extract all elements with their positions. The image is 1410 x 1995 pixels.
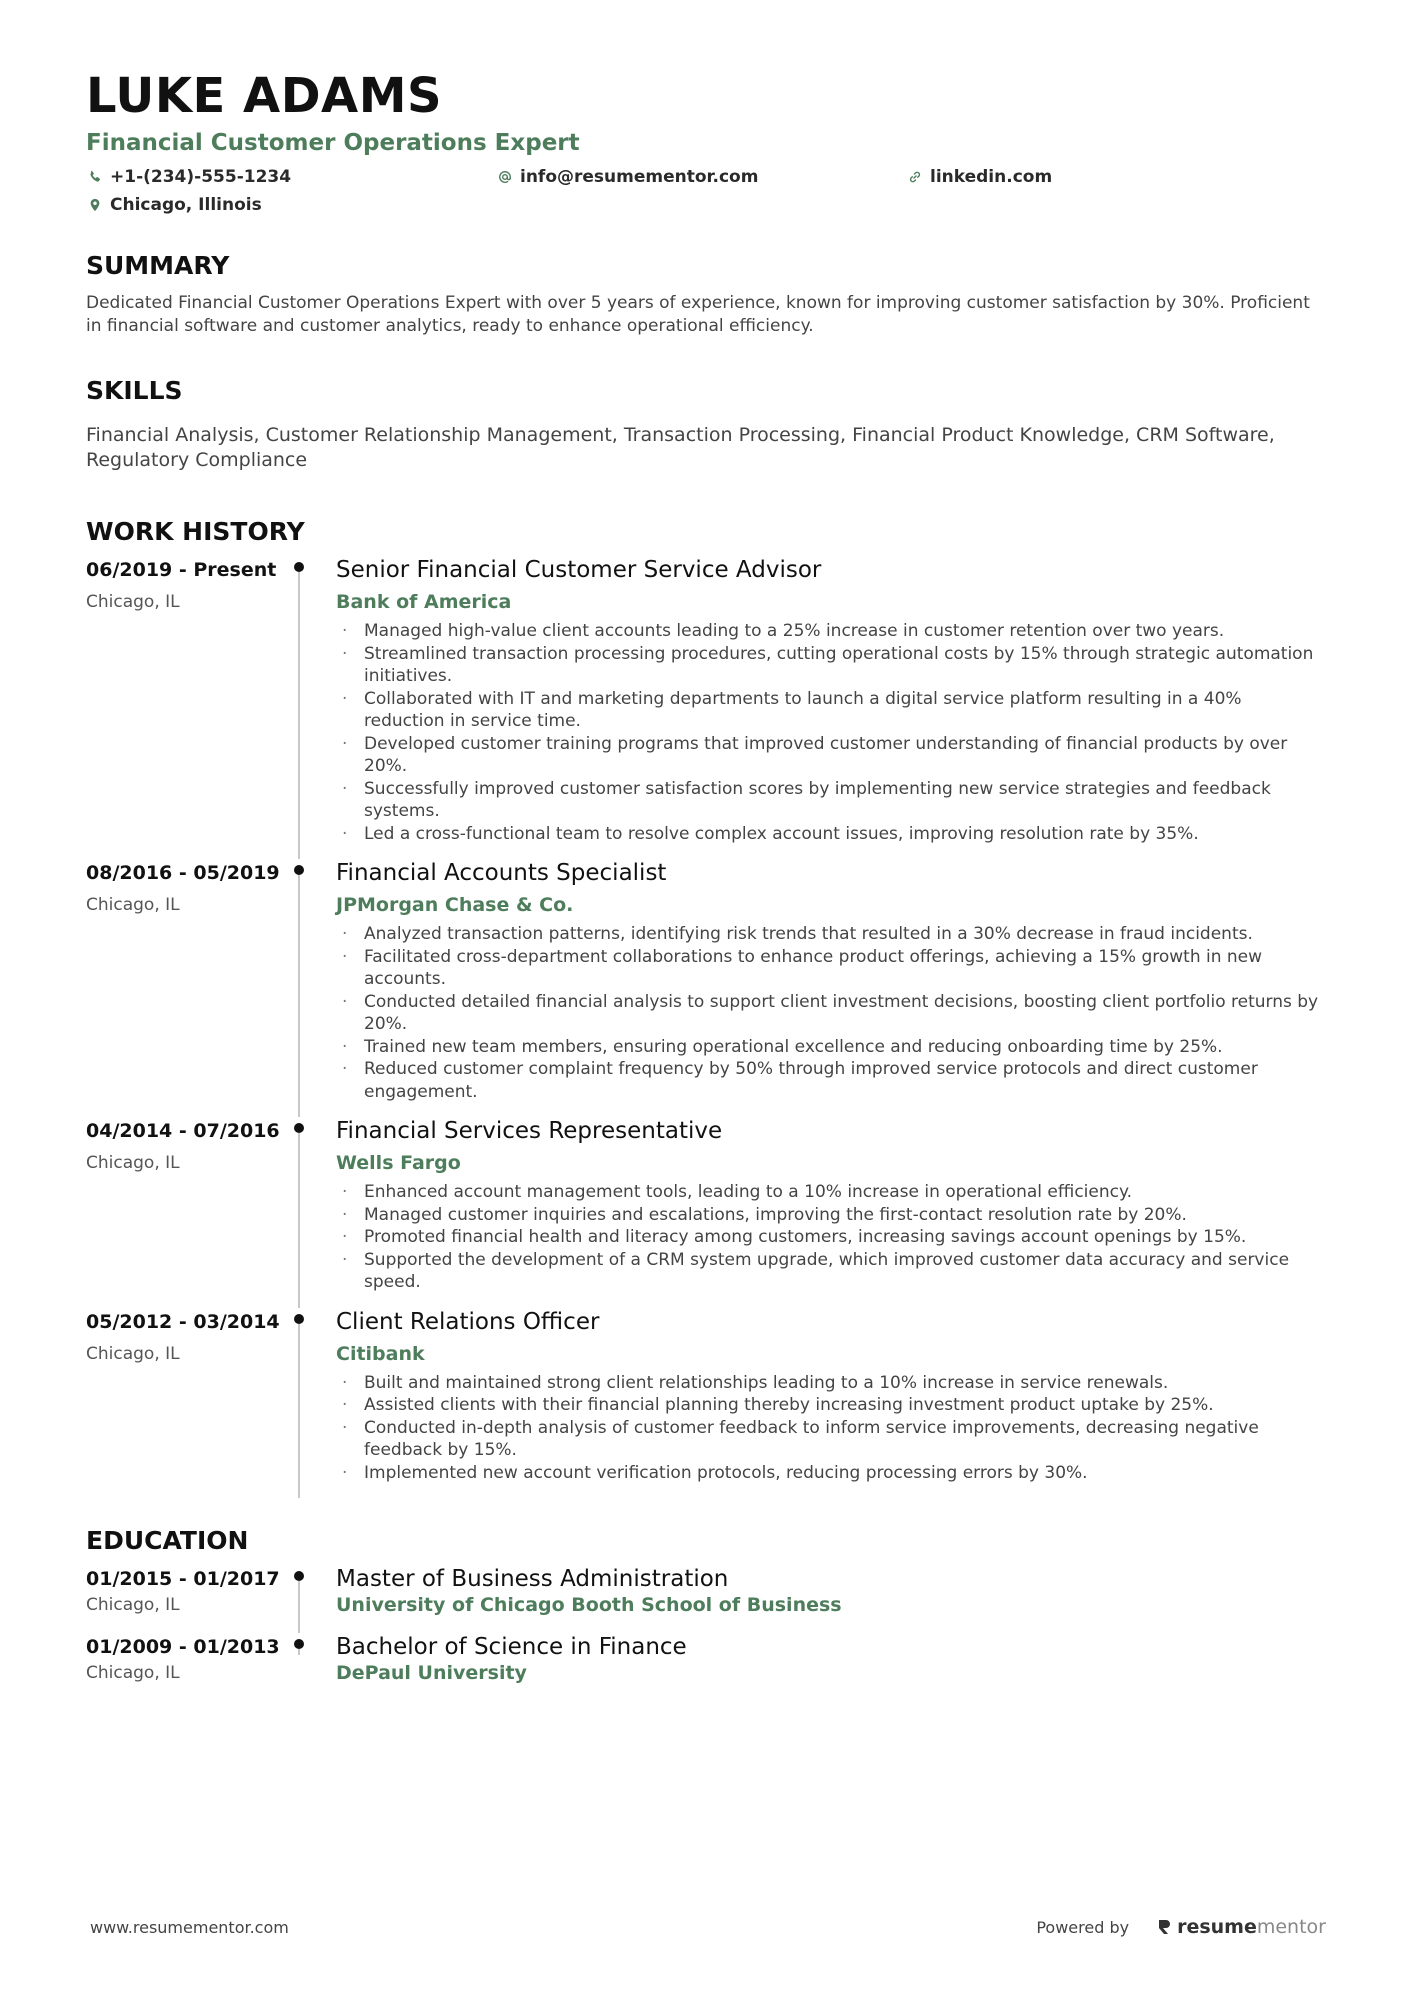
- education-section: [86, 1528, 1326, 1701]
- bullet-item: · Trained new team members, ensuring operational excellence and reducing onboarding time by 25%.: [336, 1036, 1326, 1059]
- candidate-name: LUKE ADAMS: [86, 68, 443, 124]
- job-company: Citibank: [336, 1342, 425, 1365]
- job-dates: 04/2014 - 07/2016: [86, 1120, 280, 1142]
- bullet-item: · Streamlined transaction processing procedures, cutting operational costs by 15% through strategic automation initiatives.: [336, 643, 1326, 688]
- powered-by-label: Powered by: [1036, 1917, 1130, 1937]
- job-role: Financial Accounts Specialist: [336, 860, 667, 886]
- work-history-heading: WORK HISTORY: [86, 517, 305, 546]
- bullet-item: · Facilitated cross-department collaborations to enhance product offerings, achieving a 15% growth in new accounts.: [336, 946, 1326, 991]
- at-sign-icon: [496, 168, 514, 186]
- page-footer: [90, 1916, 1326, 1938]
- job-meta: [86, 1117, 292, 1308]
- bullet-item: · Analyzed transaction patterns, identifying risk trends that resulted in a 30% decrease in fraud incidents.: [336, 923, 1326, 946]
- timeline-dot: [294, 865, 304, 875]
- phone-text: +1-(234)-555-1234: [110, 167, 292, 187]
- job-location: Chicago, IL: [86, 1343, 180, 1364]
- job-meta: [86, 1308, 292, 1499]
- job-location: Chicago, IL: [86, 592, 180, 612]
- timeline-dot: [294, 1123, 304, 1133]
- job-bullets: [336, 620, 1326, 845]
- timeline-line: [298, 1133, 300, 1308]
- contact-row-location: [86, 195, 1326, 215]
- education-list: [86, 1565, 1326, 1701]
- education-location: Chicago, IL: [86, 1595, 180, 1615]
- summary-heading: SUMMARY: [86, 251, 230, 280]
- resume-page: [86, 68, 1326, 1701]
- bullet-item: · Built and maintained strong client relationships leading to a 10% increase in service renewals.: [336, 1372, 1326, 1395]
- job-details: [336, 1117, 1326, 1308]
- bullet-item: · Developed customer training programs that improved customer understanding of financial products by over 20%.: [336, 733, 1326, 778]
- linkedin-link[interactable]: linkedin.com: [930, 167, 1053, 187]
- brand-logo[interactable]: [1157, 1916, 1326, 1938]
- education-dates: 01/2015 - 01/2017: [86, 1568, 280, 1590]
- job-role: Financial Services Representative: [336, 1118, 723, 1144]
- job-company: Bank of America: [336, 591, 512, 613]
- job-dates: 05/2012 - 03/2014: [86, 1310, 280, 1333]
- summary-text: Dedicated Financial Customer Operations Expert with over 5 years of experience, known for improving customer satisfaction by 30%. Proficient in financial software and customer analytics, ready to enhance operational efficiency.: [86, 293, 1310, 336]
- bullet-item: · Implemented new account verification protocols, reducing processing errors by 30%.: [336, 1462, 1326, 1485]
- bullet-item: · Conducted detailed financial analysis to support client investment decisions, boosting client portfolio returns by 20%.: [336, 991, 1326, 1036]
- skills-section: [86, 378, 1326, 473]
- bullet-item: · Promoted financial health and literacy among customers, increasing savings account openings by 15%.: [336, 1226, 1326, 1249]
- contact-row: [86, 167, 1326, 187]
- education-degree: Master of Business Administration: [336, 1566, 729, 1592]
- work-history-section: [86, 519, 1326, 1498]
- job-dates: 06/2019 - Present: [86, 559, 277, 581]
- bullet-item: · Enhanced account management tools, leading to a 10% increase in operational efficiency.: [336, 1181, 1326, 1204]
- bullet-item: · Managed customer inquiries and escalations, improving the first-contact resolution rate by 20%.: [336, 1204, 1326, 1227]
- timeline-dot: [294, 562, 304, 572]
- contact-email[interactable]: [496, 167, 906, 187]
- summary-section: [86, 253, 1326, 338]
- timeline: [292, 1633, 336, 1701]
- work-list: [86, 556, 1326, 1498]
- skills-text: Financial Analysis, Customer Relationship Management, Transaction Processing, Financial Product Knowledge, CRM Software, Regulatory Compliance: [86, 424, 1275, 471]
- job-bullets: [336, 1372, 1326, 1485]
- job-location: Chicago, IL: [86, 1153, 180, 1173]
- bullet-item: · Led a cross-functional team to resolve complex account issues, improving resolution rate by 35%.: [336, 823, 1326, 846]
- job-details: [336, 556, 1326, 859]
- education-meta: [86, 1565, 292, 1633]
- email-link[interactable]: info@resumementor.com: [520, 167, 759, 187]
- skills-heading: SKILLS: [86, 376, 183, 405]
- job-role: Senior Financial Customer Service Advisor: [336, 557, 822, 583]
- job-entry: [86, 1117, 1326, 1308]
- job-details: [336, 859, 1326, 1117]
- education-school: University of Chicago Booth School of Business: [336, 1594, 842, 1616]
- link-icon: [906, 168, 924, 186]
- job-meta: [86, 859, 292, 1117]
- job-bullets: [336, 1181, 1326, 1294]
- phone-icon: [86, 168, 104, 186]
- timeline: [292, 1308, 336, 1499]
- brand-name-light: mentor: [1256, 1916, 1326, 1938]
- bullet-item: · Reduced customer complaint frequency by 50% through improved service protocols and direct customer engagement.: [336, 1058, 1326, 1103]
- job-bullets: [336, 923, 1326, 1103]
- job-location: Chicago, IL: [86, 895, 180, 915]
- bullet-item: · Conducted in-depth analysis of customer feedback to inform service improvements, decreasing negative feedback by 15%.: [336, 1417, 1326, 1462]
- timeline: [292, 556, 336, 859]
- bullet-item: · Supported the development of a CRM system upgrade, which improved customer data accuracy and service speed.: [336, 1249, 1326, 1294]
- job-details: [336, 1308, 1326, 1499]
- education-location: Chicago, IL: [86, 1663, 180, 1683]
- timeline-line: [298, 1649, 300, 1655]
- location-pin-icon: [86, 196, 104, 214]
- brand-mark-icon: [1157, 1918, 1171, 1936]
- candidate-title: Financial Customer Operations Expert: [86, 130, 580, 156]
- job-company: JPMorgan Chase & Co.: [336, 894, 574, 916]
- job-entry: [86, 556, 1326, 859]
- timeline: [292, 1117, 336, 1308]
- brand-name-bold: resume: [1177, 1916, 1257, 1938]
- location-text: Chicago, Illinois: [110, 195, 262, 215]
- education-dates: 01/2009 - 01/2013: [86, 1636, 280, 1658]
- bullet-item: · Collaborated with IT and marketing departments to launch a digital service platform resulting in a 40% reduction in service time.: [336, 688, 1326, 733]
- job-entry: [86, 1308, 1326, 1499]
- education-entry: [86, 1633, 1326, 1701]
- education-heading: EDUCATION: [86, 1526, 249, 1555]
- timeline-line: [298, 1581, 300, 1633]
- education-degree: Bachelor of Science in Finance: [336, 1634, 687, 1660]
- education-entry: [86, 1565, 1326, 1633]
- job-dates: 08/2016 - 05/2019: [86, 862, 280, 884]
- timeline: [292, 859, 336, 1117]
- timeline: [292, 1565, 336, 1633]
- timeline-dot: [294, 1639, 304, 1649]
- timeline-line: [298, 875, 300, 1117]
- education-details: [336, 1633, 1326, 1701]
- timeline-dot: [294, 1571, 304, 1581]
- bullet-item: · Successfully improved customer satisfaction scores by implementing new service strategies and feedback systems.: [336, 778, 1326, 823]
- powered-by: [1036, 1916, 1326, 1938]
- job-company: Wells Fargo: [336, 1152, 461, 1174]
- bullet-item: · Managed high-value client accounts leading to a 25% increase in customer retention over two years.: [336, 620, 1326, 643]
- job-role: Client Relations Officer: [336, 1308, 600, 1335]
- education-meta: [86, 1633, 292, 1701]
- contact-location: [86, 195, 262, 215]
- timeline-dot: [294, 1314, 304, 1324]
- timeline-line: [298, 1324, 300, 1499]
- timeline-line: [298, 572, 300, 859]
- education-school: DePaul University: [336, 1662, 527, 1684]
- footer-website[interactable]: www.resumementor.com: [90, 1917, 289, 1937]
- contact-linkedin[interactable]: [906, 167, 1052, 187]
- bullet-item: · Assisted clients with their financial planning thereby increasing investment product uptake by 25%.: [336, 1394, 1326, 1417]
- job-meta: [86, 556, 292, 859]
- education-details: [336, 1565, 1326, 1633]
- job-entry: [86, 859, 1326, 1117]
- contact-phone: [86, 167, 496, 187]
